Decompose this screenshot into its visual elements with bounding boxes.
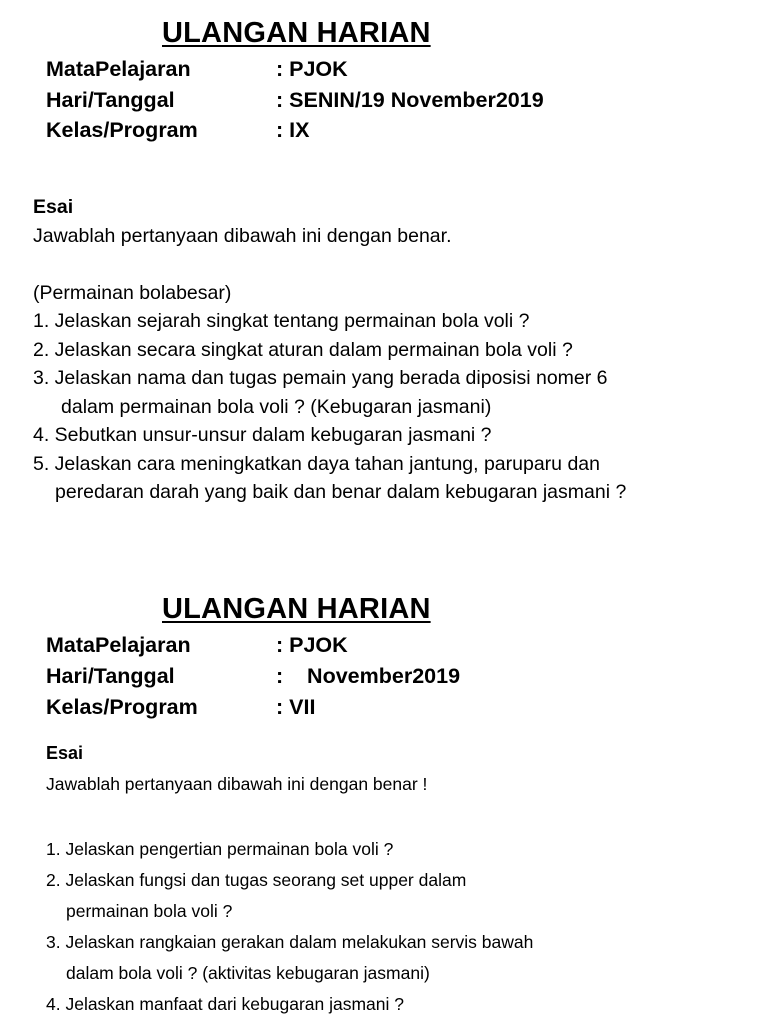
meta-label-class: Kelas/Program (46, 118, 198, 142)
question-item: 4. Sebutkan unsur-unsur dalam kebugaran jasmani ? (33, 424, 492, 446)
question-item-continuation: dalam permainan bola voli ? (Kebugaran jasmani) (61, 396, 492, 418)
meta-label-date: Hari/Tanggal (46, 88, 175, 112)
meta-value-date: : SENIN/19 November2019 (276, 88, 544, 112)
meta-label-subject: MataPelajaran (46, 633, 191, 657)
question-item: 4. Jelaskan manfaat dari kebugaran jasmani ? (46, 994, 404, 1014)
question-item: 2. Jelaskan fungsi dan tugas seorang set upper dalam (46, 870, 467, 890)
question-item-continuation: dalam bola voli ? (aktivitas kebugaran jasmani) (66, 963, 430, 983)
meta-value-subject: : PJOK (276, 57, 348, 81)
question-item: 2. Jelaskan secara singkat aturan dalam permainan bola voli ? (33, 339, 573, 361)
sheet1-title: ULANGAN HARIAN (162, 17, 431, 49)
sheet2-title: ULANGAN HARIAN (162, 593, 431, 625)
question-item: 1. Jelaskan sejarah singkat tentang permainan bola voli ? (33, 310, 530, 332)
question-item: 3. Jelaskan rangkaian gerakan dalam melakukan servis bawah (46, 932, 534, 952)
meta-label-class: Kelas/Program (46, 695, 198, 719)
section-heading: Esai (46, 743, 84, 763)
meta-value-class: : IX (276, 118, 310, 142)
instruction-text: Jawablah pertanyaan dibawah ini dengan benar ! (46, 774, 428, 794)
meta-value-class: : VII (276, 695, 316, 719)
question-item: 3. Jelaskan nama dan tugas pemain yang berada diposisi nomer 6 (33, 367, 608, 389)
meta-value-date: : November2019 (276, 664, 461, 688)
meta-label-subject: MataPelajaran (46, 57, 191, 81)
topic-text: (Permainan bolabesar) (33, 282, 232, 304)
meta-label-date: Hari/Tanggal (46, 664, 175, 688)
question-item: 5. Jelaskan cara meningkatkan daya tahan jantung, paruparu dan (33, 453, 600, 475)
meta-value-subject: : PJOK (276, 633, 348, 657)
question-item-continuation: permainan bola voli ? (66, 901, 233, 921)
instruction-text: Jawablah pertanyaan dibawah ini dengan benar. (33, 225, 452, 247)
question-item-continuation: peredaran darah yang baik dan benar dalam kebugaran jasmani ? (55, 481, 627, 503)
question-item: 1. Jelaskan pengertian permainan bola voli ? (46, 839, 394, 859)
section-heading: Esai (33, 196, 74, 218)
